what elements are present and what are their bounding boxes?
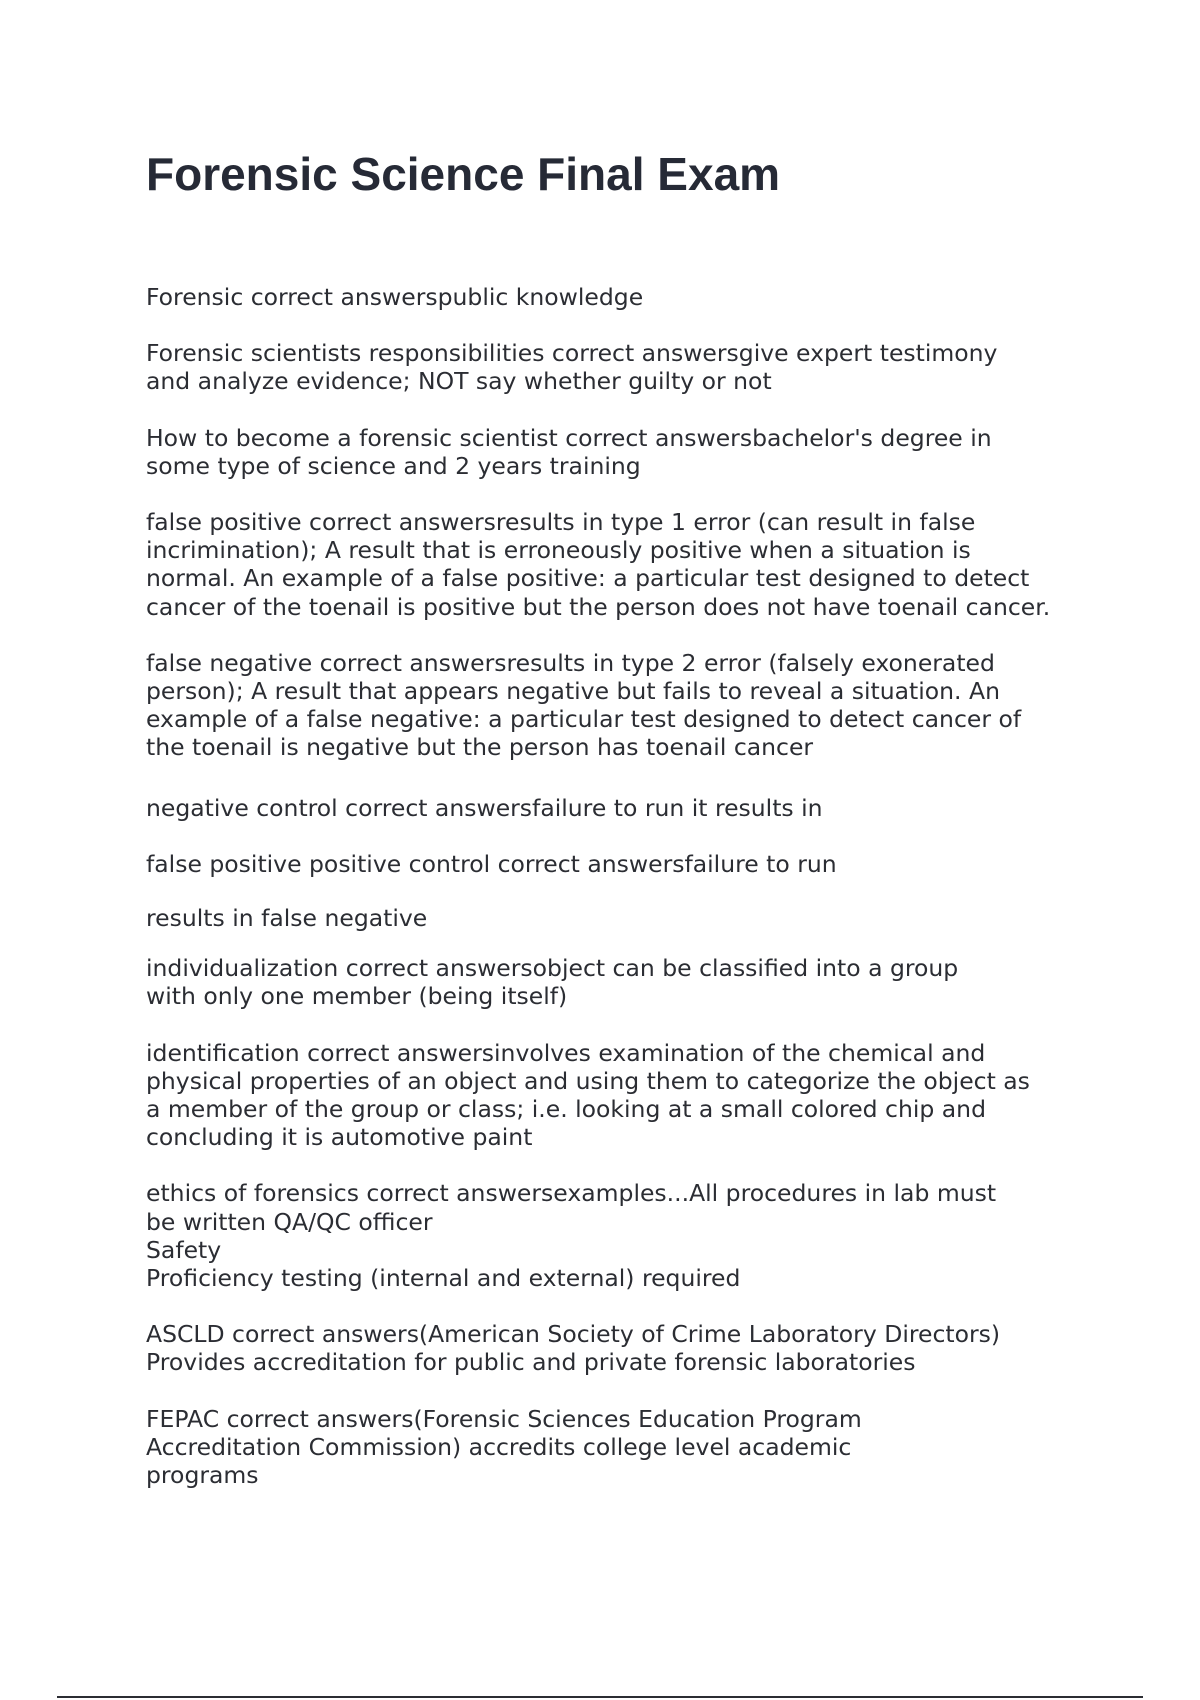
qa-item: [146, 508, 1106, 621]
text-line: Proficiency testing (internal and external) required: [146, 1264, 741, 1293]
page-title: Forensic Science Final Exam: [146, 148, 781, 200]
qa-item: [146, 283, 1106, 311]
text-line: ASCLD correct answers(American Society of Crime Laboratory Directors): [146, 1320, 1001, 1349]
text-line: results in false negative: [146, 904, 428, 933]
text-line: some type of science and 2 years training: [146, 451, 641, 480]
text-line: with only one member (being itself): [146, 982, 568, 1011]
text-line: person); A result that appears negative but fails to reveal a situation. An: [146, 677, 1000, 706]
text-line: the toenail is negative but the person has toenail cancer: [146, 733, 814, 762]
text-line: FEPAC correct answers(Forensic Sciences Education Program: [146, 1404, 862, 1433]
text-line: false positive correct answersresults in type 1 error (can result in false: [146, 508, 976, 537]
text-line: negative control correct answersfailure to run it results in: [146, 793, 823, 822]
text-line: programs: [146, 1461, 259, 1490]
text-line: Provides accreditation for public and private forensic laboratories: [146, 1348, 916, 1377]
text-line: Accreditation Commission) accredits college level academic: [146, 1432, 852, 1461]
text-line: How to become a forensic scientist correct answersbachelor's degree in: [146, 423, 992, 452]
qa-item: [146, 794, 1106, 822]
text-line: ethics of forensics correct answersexamples...All procedures in lab must: [146, 1179, 997, 1208]
text-line: cancer of the toenail is positive but the person does not have toenail cancer.: [146, 592, 1051, 621]
text-line: example of a false negative: a particular test designed to detect cancer of: [146, 705, 1022, 734]
text-line: be written QA/QC officer: [146, 1207, 433, 1236]
text-line: incrimination); A result that is erroneously positive when a situation is: [146, 536, 971, 565]
qa-item: [146, 1039, 1106, 1152]
text-line: false positive positive control correct answersfailure to run: [146, 849, 837, 878]
qa-item: [146, 1405, 1106, 1490]
footer-divider: [57, 1696, 1143, 1698]
text-line: Forensic correct answerspublic knowledge: [146, 283, 644, 311]
text-line: and analyze evidence; NOT say whether guilty or not: [146, 367, 772, 396]
text-line: normal. An example of a false positive: a particular test designed to detect: [146, 564, 1030, 593]
qa-list: [146, 283, 1106, 1517]
qa-item: [146, 424, 1106, 480]
text-line: Safety: [146, 1235, 222, 1264]
text-line: false negative correct answersresults in type 2 error (falsely exonerated: [146, 648, 995, 677]
qa-item: [146, 1179, 1106, 1292]
text-line: Forensic scientists responsibilities correct answersgive expert testimony: [146, 339, 998, 368]
qa-item: [146, 954, 1106, 1010]
text-line: a member of the group or class; i.e. looking at a small colored chip and: [146, 1095, 986, 1124]
text-line: concluding it is automotive paint: [146, 1123, 533, 1152]
text-line: identification correct answersinvolves examination of the chemical and: [146, 1038, 986, 1067]
qa-item: [146, 850, 1106, 878]
text-line: individualization correct answersobject can be classified into a group: [146, 954, 959, 983]
text-line: physical properties of an object and using them to categorize the object as: [146, 1066, 1030, 1095]
qa-item: [146, 649, 1106, 762]
qa-item: [146, 339, 1106, 395]
qa-item: [146, 1320, 1106, 1376]
qa-item: [146, 904, 1106, 932]
